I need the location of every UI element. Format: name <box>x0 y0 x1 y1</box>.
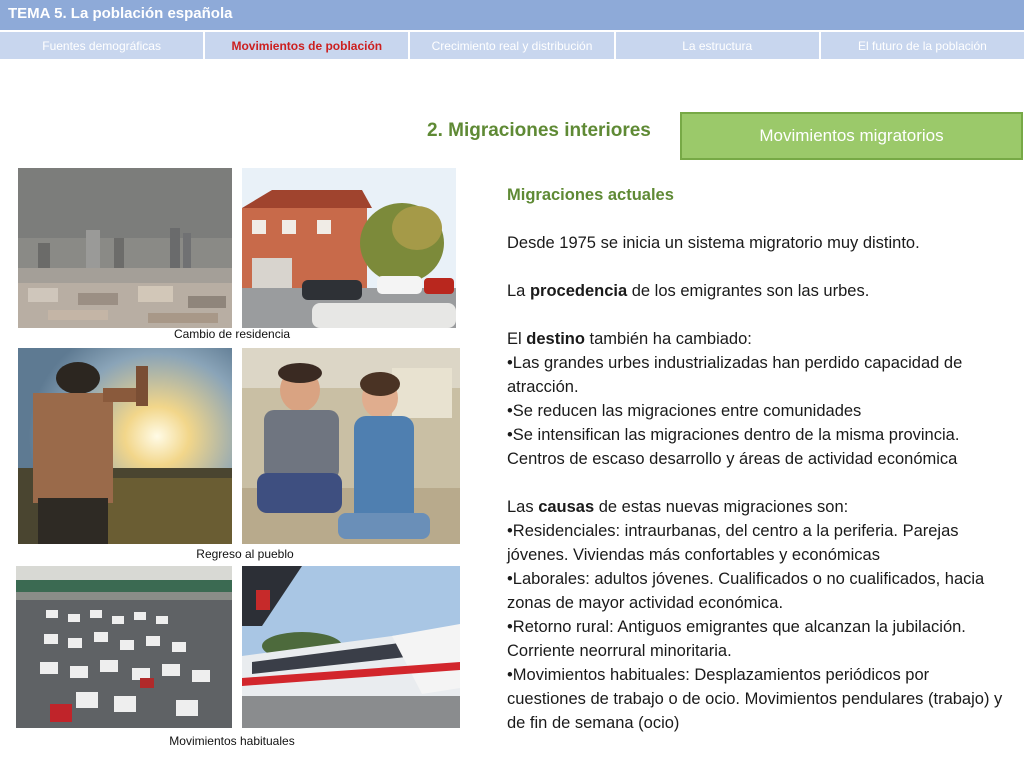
slide-title-bar <box>0 0 1024 30</box>
tab-movimientos-de-poblacion[interactable]: Movimientos de población <box>205 32 410 59</box>
content-text-block <box>507 183 1012 735</box>
list-item: •Movimientos habituales: Desplazamientos periódicos por cuestiones de trabajo o de ocio. Movimientos pendulares (trabajo) y de fin de semana (ocio) <box>507 666 1003 732</box>
list-item: •Retorno rural: Antiguos emigrantes que alcanzan la jubilación. Corriente neorrural minoritaria. <box>507 618 966 660</box>
procedencia-paragraph: La procedencia de los emigrantes son las urbes. <box>507 282 870 300</box>
intro-paragraph: Desde 1975 se inicia un sistema migratorio muy distinto. <box>507 234 920 252</box>
list-item: •Se reducen las migraciones entre comunidades <box>507 402 862 420</box>
section-heading: 2. Migraciones interiores <box>427 120 651 141</box>
movimientos-migratorios-button[interactable]: Movimientos migratorios <box>680 112 1023 160</box>
list-item: •Se intensifican las migraciones dentro de la misma provincia. Centros de escaso desarrollo y áreas de actividad económica <box>507 426 960 468</box>
caption-cambio-residencia: Cambio de residencia <box>173 327 291 341</box>
caption-movimientos-habituales: Movimientos habituales <box>169 734 295 748</box>
city-skyline-photo <box>18 168 232 328</box>
suburban-houses-photo <box>242 168 456 328</box>
farmer-sunset-photo <box>18 348 232 544</box>
caption-regreso-pueblo: Regreso al pueblo <box>196 547 294 561</box>
traffic-jam-photo <box>16 566 232 728</box>
tab-futuro-poblacion[interactable]: El futuro de la población <box>821 32 1024 59</box>
tab-la-estructura[interactable]: La estructura <box>616 32 821 59</box>
commuter-train-photo <box>242 566 460 728</box>
tab-crecimiento-real[interactable]: Crecimiento real y distribución <box>410 32 615 59</box>
list-item: •Residenciales: intraurbanas, del centro a la periferia. Parejas jóvenes. Viviendas más confortables y económicas <box>507 522 959 564</box>
slide-title: TEMA 5. La población española <box>8 5 233 22</box>
tab-fuentes-demograficas[interactable]: Fuentes demográficas <box>0 32 205 59</box>
destino-paragraph: El destino también ha cambiado: <box>507 330 752 348</box>
content-subtitle: Migraciones actuales <box>507 186 674 204</box>
list-item: •Las grandes urbes industrializadas han perdido capacidad de atracción. <box>507 354 963 396</box>
causas-paragraph: Las causas de estas nuevas migraciones son: <box>507 498 849 516</box>
list-item: •Laborales: adultos jóvenes. Cualificados o no cualificados, hacia zonas de mayor actividad económica. <box>507 570 985 612</box>
topic-tabs <box>0 32 1024 59</box>
couple-farm-photo <box>242 348 460 544</box>
